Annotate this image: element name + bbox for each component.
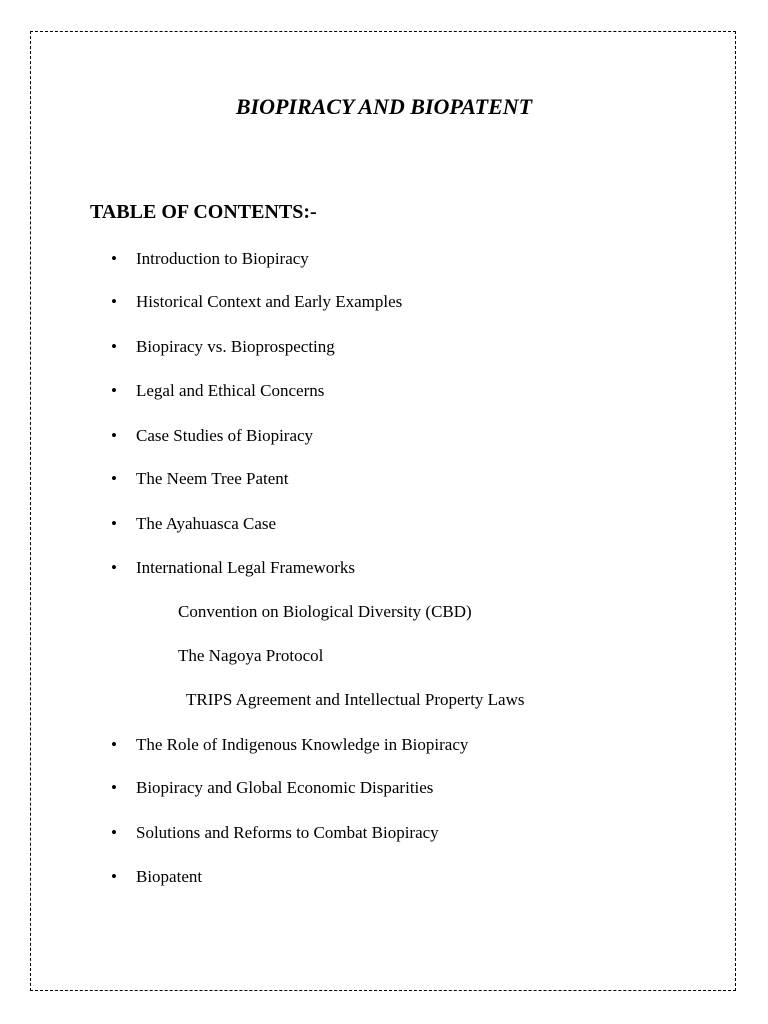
bullet-icon: • xyxy=(111,337,117,356)
toc-item xyxy=(111,291,403,313)
bullet-icon: • xyxy=(111,867,117,886)
bullet-icon: • xyxy=(111,778,117,797)
toc-item-label: International Legal Frameworks xyxy=(136,558,356,577)
toc-item xyxy=(111,866,203,888)
bullet-icon: • xyxy=(111,426,117,445)
toc-item xyxy=(111,425,314,447)
toc-item-label: Solutions and Reforms to Combat Biopiracy xyxy=(136,823,439,842)
toc-item xyxy=(111,822,439,844)
toc-item xyxy=(111,468,289,490)
toc-item-label: Legal and Ethical Concerns xyxy=(136,381,325,400)
toc-subitem-label: The Nagoya Protocol xyxy=(178,646,324,665)
document-title: BIOPIRACY AND BIOPATENT xyxy=(235,94,533,119)
bullet-icon: • xyxy=(111,249,117,268)
toc-item xyxy=(111,380,325,402)
bullet-icon: • xyxy=(111,381,117,400)
toc-subitem xyxy=(178,645,323,667)
toc-item xyxy=(111,734,469,756)
toc-item xyxy=(111,557,356,579)
toc-item-label: Case Studies of Biopiracy xyxy=(136,426,314,445)
toc-item-label: The Role of Indigenous Knowledge in Biopiracy xyxy=(136,735,469,754)
toc-item-label: Biopiracy vs. Bioprospecting xyxy=(136,337,335,356)
toc-item-label: Biopiracy and Global Economic Disparities xyxy=(136,778,434,797)
toc-item xyxy=(111,248,309,270)
toc-subitem-label: Convention on Biological Diversity (CBD) xyxy=(178,602,472,621)
bullet-icon: • xyxy=(111,469,117,488)
bullet-icon: • xyxy=(111,558,117,577)
toc-item xyxy=(111,513,277,535)
bullet-icon: • xyxy=(111,292,117,311)
toc-item xyxy=(111,336,335,358)
toc-item-label: Biopatent xyxy=(136,867,203,886)
toc-subitem xyxy=(186,689,525,711)
toc-item xyxy=(111,777,434,799)
bullet-icon: • xyxy=(111,514,117,533)
bullet-icon: • xyxy=(111,735,117,754)
toc-subitem xyxy=(178,601,472,623)
bullet-icon: • xyxy=(111,823,117,842)
toc-subitem-label: TRIPS Agreement and Intellectual Property Laws xyxy=(186,690,525,709)
toc-item-label: The Neem Tree Patent xyxy=(136,469,289,488)
toc-item-label: Historical Context and Early Examples xyxy=(136,292,403,311)
toc-heading: TABLE OF CONTENTS:- xyxy=(90,201,317,223)
page-border xyxy=(30,31,736,991)
toc-item-label: The Ayahuasca Case xyxy=(136,514,277,533)
toc-item-label: Introduction to Biopiracy xyxy=(136,249,309,268)
